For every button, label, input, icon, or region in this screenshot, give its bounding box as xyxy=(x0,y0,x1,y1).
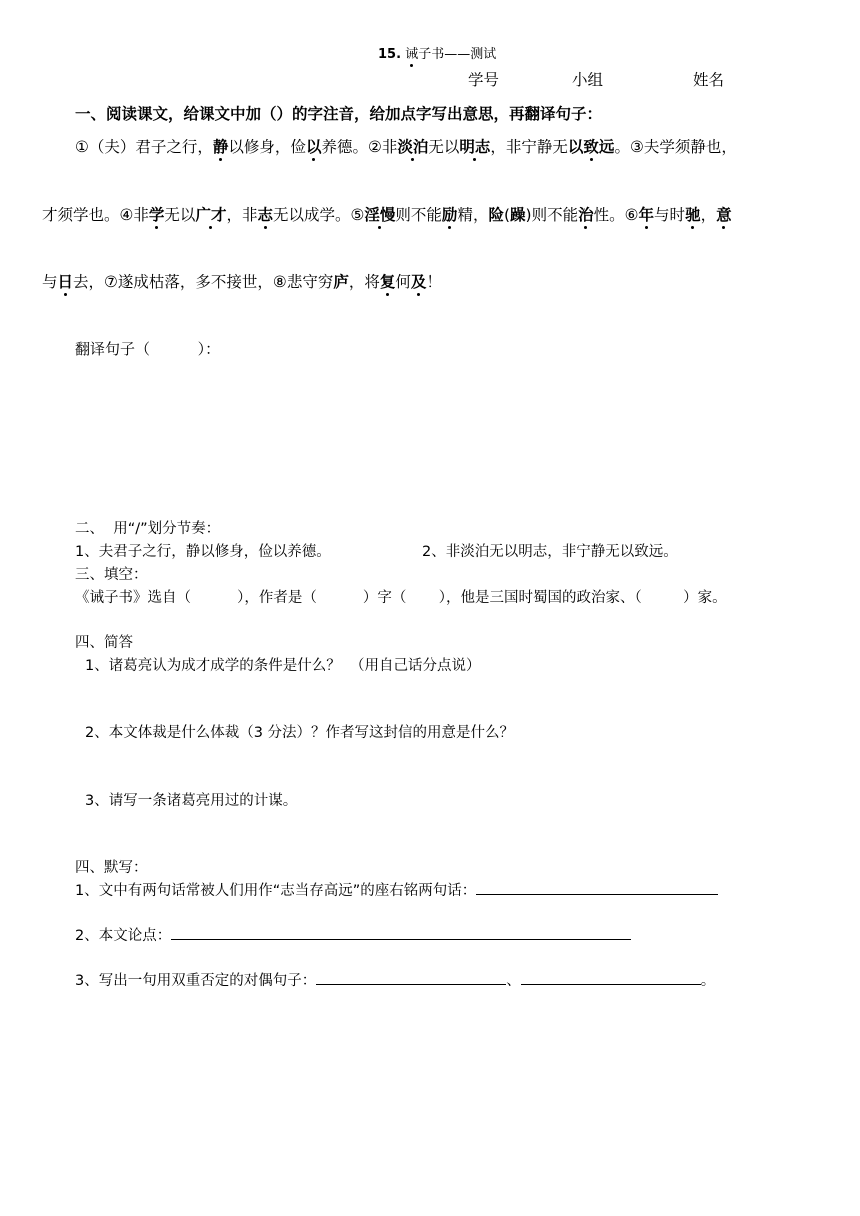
answer-line-2[interactable] xyxy=(171,938,631,940)
section4-heading: 四、简答 xyxy=(75,635,133,651)
title-number: 15. xyxy=(378,47,402,62)
short-answer-2: 2、本文体裁是什么体裁（3 分法）？作者写这封信的用意是什么？ xyxy=(85,725,515,741)
group-label: 小组 xyxy=(572,71,604,89)
short-answer-1: 1、诸葛亮认为成才成学的条件是什么？ （用自己话分点说） xyxy=(85,658,481,674)
passage-line-3: 与日去，⑦遂成枯落，多不接世，⑧悲守穷庐，将复何及！ xyxy=(42,273,442,291)
section2-heading: 二、 用“/”划分节奏： xyxy=(75,521,221,537)
page-title xyxy=(378,43,496,62)
fill-blank-text: 《诫子书》选自（ ），作者是（ ）字（ ），他是三国时蜀国的政治家、（ ）家。 xyxy=(75,590,727,606)
name-label: 姓名 xyxy=(693,71,725,89)
recite-question-1 xyxy=(75,879,718,900)
title-char-dotted: 诫 xyxy=(405,47,419,62)
answer-line-3b[interactable] xyxy=(521,983,701,985)
rhythm-question-2: 2、非淡泊无以明志，非宁静无以致远。 xyxy=(422,544,678,560)
section3-heading: 三、填空： xyxy=(75,567,148,583)
recite-question-2-text: 2、本文论点： xyxy=(75,928,172,944)
recite-question-3-text: 3、写出一句用双重否定的对偶句子： xyxy=(75,973,317,989)
answer-line-1[interactable] xyxy=(476,893,718,895)
period: 。 xyxy=(700,973,716,989)
passage-line-1: ①（夫）君子之行，静以修身，俭以养德。②非淡泊无以明志，非宁静无以致远。③夫学须静也， xyxy=(75,138,737,156)
section5-heading: 四、默写： xyxy=(75,860,148,876)
recite-question-1-text: 1、文中有两句话常被人们用作“志当存高远”的座右铭两句话： xyxy=(75,883,477,899)
short-answer-3: 3、请写一条诸葛亮用过的计谋。 xyxy=(85,793,298,809)
title-rest: 子书——测试 xyxy=(418,47,497,62)
answer-line-3a[interactable] xyxy=(316,983,506,985)
recite-question-2 xyxy=(75,924,631,945)
translate-label: 翻译句子（ ）： xyxy=(75,340,221,358)
recite-question-3 xyxy=(75,969,715,990)
separator: 、 xyxy=(506,973,521,989)
student-id-label: 学号 xyxy=(468,71,500,89)
rhythm-question-1: 1、夫君子之行，静以修身，俭以养德。 xyxy=(75,544,331,560)
section1-heading: 一、阅读课文，给课文中加（）的字注音，给加点字写出意思，再翻译句子： xyxy=(75,105,603,123)
passage-line-2: 才须学也。④非学无以广才，非志无以成学。⑤淫慢则不能励精，险(躁)则不能治性。⑥年与时驰，意 xyxy=(42,206,732,224)
